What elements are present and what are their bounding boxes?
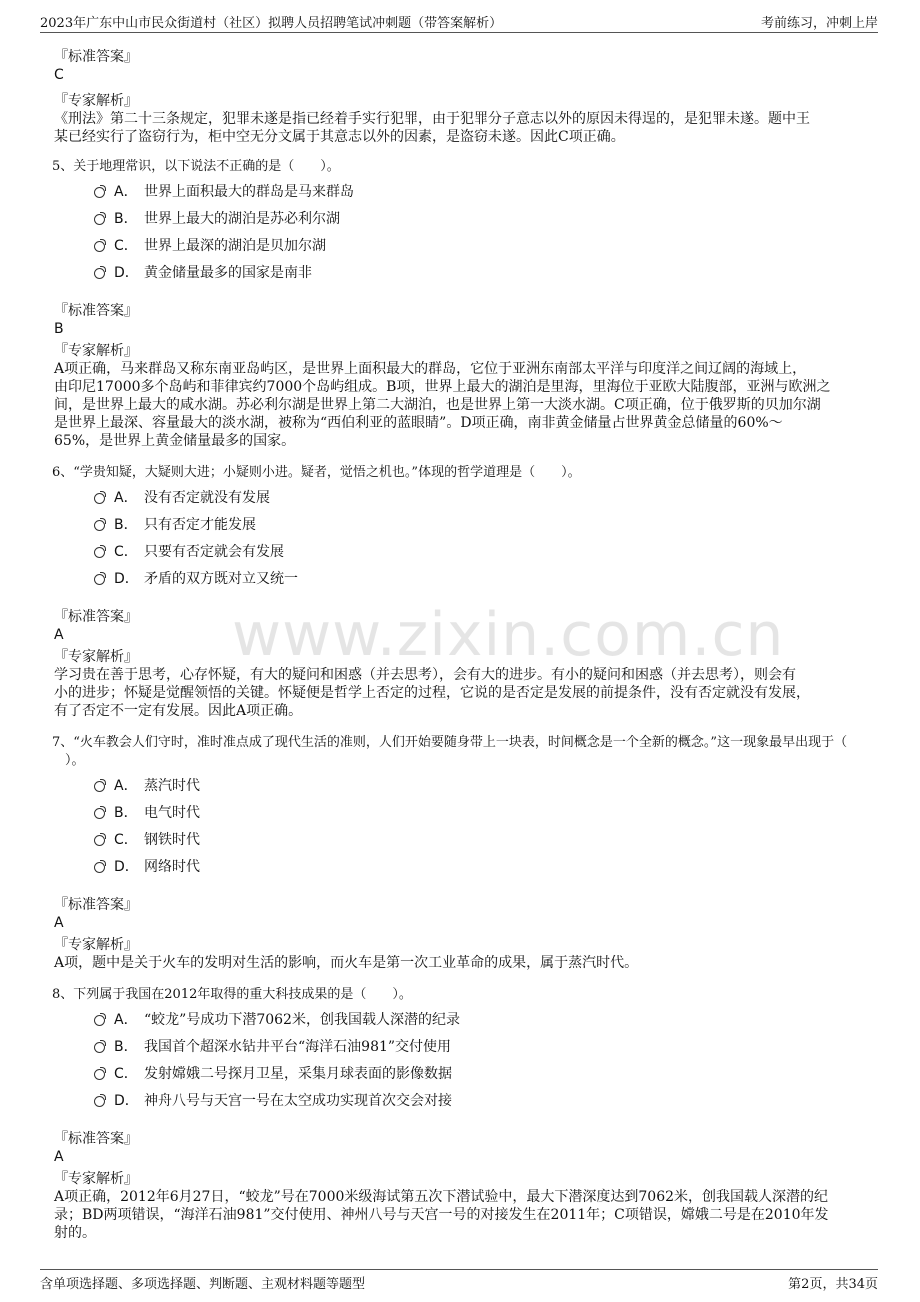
answer-value: B: [54, 321, 64, 337]
standard-answer-label: 『标准答案』: [54, 303, 138, 319]
radio-icon[interactable]: [94, 187, 105, 198]
option-a[interactable]: A． 没有否定就没有发展: [54, 486, 870, 513]
analysis-text: A项正确，马来群岛又称东南亚岛屿区，是世界上面积最大的群岛，它位于亚洲东南部太平洋与印度洋之间辽阔的海域上， 由印尼17000多个岛屿和菲律宾约7000个岛屿组成。B项，世界上最大的湖泊是里海，里海位于亚欧大陆腹部，亚洲与欧洲之 间，是世界上最大的咸水湖。苏必利尔湖是世界上第二大湖泊，也是世界上第一大淡水湖。C项正确，位于俄罗斯的贝加尔湖 是世界上最深、容量最大的淡水湖，被称为“西伯利亚的蓝眼睛”。D项正确，南非黄金储量占世界黄金总储量的60%～ 65%，是世界上黄金储量最多的国家。: [54, 361, 831, 449]
radio-icon[interactable]: [94, 781, 105, 792]
radio-icon[interactable]: [94, 493, 105, 504]
radio-icon[interactable]: [94, 1069, 105, 1080]
answer-value: A: [54, 915, 64, 931]
radio-icon[interactable]: [94, 1015, 105, 1026]
question-stem: 7、“火车教会人们守时，准时准点成了现代生活的准则，人们开始要随身带上一块表，时间概念是一个全新的概念。”这一现象最早出现于（ ）。: [52, 735, 848, 768]
option-b[interactable]: B． 电气时代: [54, 801, 870, 828]
option-a[interactable]: A． 世界上面积最大的群岛是马来群岛: [54, 180, 870, 207]
answer-value: A: [54, 1149, 64, 1165]
page-header: [40, 12, 878, 33]
radio-icon[interactable]: [94, 1042, 105, 1053]
radio-icon[interactable]: [94, 214, 105, 225]
option-d[interactable]: D． 矛盾的双方既对立又统一: [54, 567, 870, 594]
standard-answer-label: 『标准答案』: [54, 609, 138, 625]
radio-icon[interactable]: [94, 268, 105, 279]
page-content: [54, 48, 870, 1242]
document-title: 2023年广东中山市民众街道村（社区）拟聘人员招聘笔试冲刺题（带答案解析）: [40, 16, 503, 31]
standard-answer-label: 『标准答案』: [54, 897, 138, 913]
analysis-text: 《刑法》第二十三条规定，犯罪未遂是指已经着手实行犯罪，由于犯罪分子意志以外的原因未得逞的，是犯罪未遂。题中王 某已经实行了盗窃行为，柜中空无分文属于其意志以外的因素，是盗窃未遂。因此C项正确。: [54, 111, 810, 145]
radio-icon[interactable]: [94, 241, 105, 252]
expert-analysis-label: 『专家解析』: [54, 937, 138, 953]
question-5: [54, 158, 870, 450]
radio-icon[interactable]: [94, 808, 105, 819]
radio-icon[interactable]: [94, 547, 105, 558]
footer-note: 含单项选择题、多项选择题、判断题、主观材料题等题型: [40, 1277, 366, 1292]
option-a[interactable]: A． 蒸汽时代: [54, 774, 870, 801]
question-8: [54, 986, 870, 1242]
question-stem: 6、“学贵知疑，大疑则大进；小疑则小进。疑者，觉悟之机也。”体现的哲学道理是（ ）。: [52, 465, 581, 480]
radio-icon[interactable]: [94, 574, 105, 585]
answer-block: [54, 48, 870, 146]
answer-value: C: [54, 67, 64, 83]
option-d[interactable]: D． 网络时代: [54, 855, 870, 882]
analysis-text: 学习贵在善于思考，心存怀疑，有大的疑问和困惑（并去思考），会有大的进步。有小的疑问和困惑（并去思考），则会有 小的进步；怀疑是觉醒领悟的关键。怀疑便是哲学上否定的过程，它说的是否定是发展的前提条件，没有否定就没有发展， 有了否定不一定有发展。因此A项正确。: [54, 667, 810, 719]
page-number: 第2页，共34页: [788, 1277, 878, 1292]
expert-analysis-label: 『专家解析』: [54, 343, 138, 359]
question-stem: 5、关于地理常识，以下说法不正确的是（ ）。: [52, 159, 340, 174]
option-c[interactable]: C． 发射嫦娥二号探月卫星，采集月球表面的影像数据: [54, 1062, 870, 1089]
question-7: [54, 734, 870, 972]
question-6: [54, 464, 870, 720]
standard-answer-label: 『标准答案』: [54, 49, 138, 65]
radio-icon[interactable]: [94, 862, 105, 873]
option-b[interactable]: B． 只有否定才能发展: [54, 513, 870, 540]
option-d[interactable]: D． 神舟八号与天宫一号在太空成功实现首次交会对接: [54, 1089, 870, 1116]
analysis-text: A项正确，2012年6月27日，“蛟龙”号在7000米级海试第五次下潜试验中，最大下潜深度达到7062米，创我国载人深潜的纪 录；BD两项错误，“海洋石油981”交付使用、神州八号与天宫一号的对接发生在2011年；C项错误，嫦娥二号是在2010年发 射的。: [54, 1189, 829, 1241]
answer-value: A: [54, 627, 64, 643]
option-a[interactable]: A． “蛟龙”号成功下潜7062米，创我国载人深潜的纪录: [54, 1008, 870, 1035]
option-c[interactable]: C． 世界上最深的湖泊是贝加尔湖: [54, 234, 870, 261]
question-stem: 8、下列属于我国在2012年取得的重大科技成果的是（ ）。: [52, 987, 412, 1002]
expert-analysis-label: 『专家解析』: [54, 1171, 138, 1187]
standard-answer-label: 『标准答案』: [54, 1131, 138, 1147]
radio-icon[interactable]: [94, 520, 105, 531]
option-b[interactable]: B． 我国首个超深水钻井平台“海洋石油981”交付使用: [54, 1035, 870, 1062]
option-c[interactable]: C． 只要有否定就会有发展: [54, 540, 870, 567]
radio-icon[interactable]: [94, 835, 105, 846]
option-b[interactable]: B． 世界上最大的湖泊是苏必利尔湖: [54, 207, 870, 234]
option-d[interactable]: D． 黄金储量最多的国家是南非: [54, 261, 870, 288]
expert-analysis-label: 『专家解析』: [54, 93, 138, 109]
radio-icon[interactable]: [94, 1096, 105, 1107]
expert-analysis-label: 『专家解析』: [54, 649, 138, 665]
header-slogan: 考前练习，冲刺上岸: [760, 16, 878, 31]
analysis-text: A项，题中是关于火车的发明对生活的影响，而火车是第一次工业革命的成果，属于蒸汽时代。: [54, 955, 639, 971]
watermark: www.zixin.com.cn: [232, 600, 785, 670]
option-c[interactable]: C． 钢铁时代: [54, 828, 870, 855]
page-footer: [40, 1269, 878, 1295]
